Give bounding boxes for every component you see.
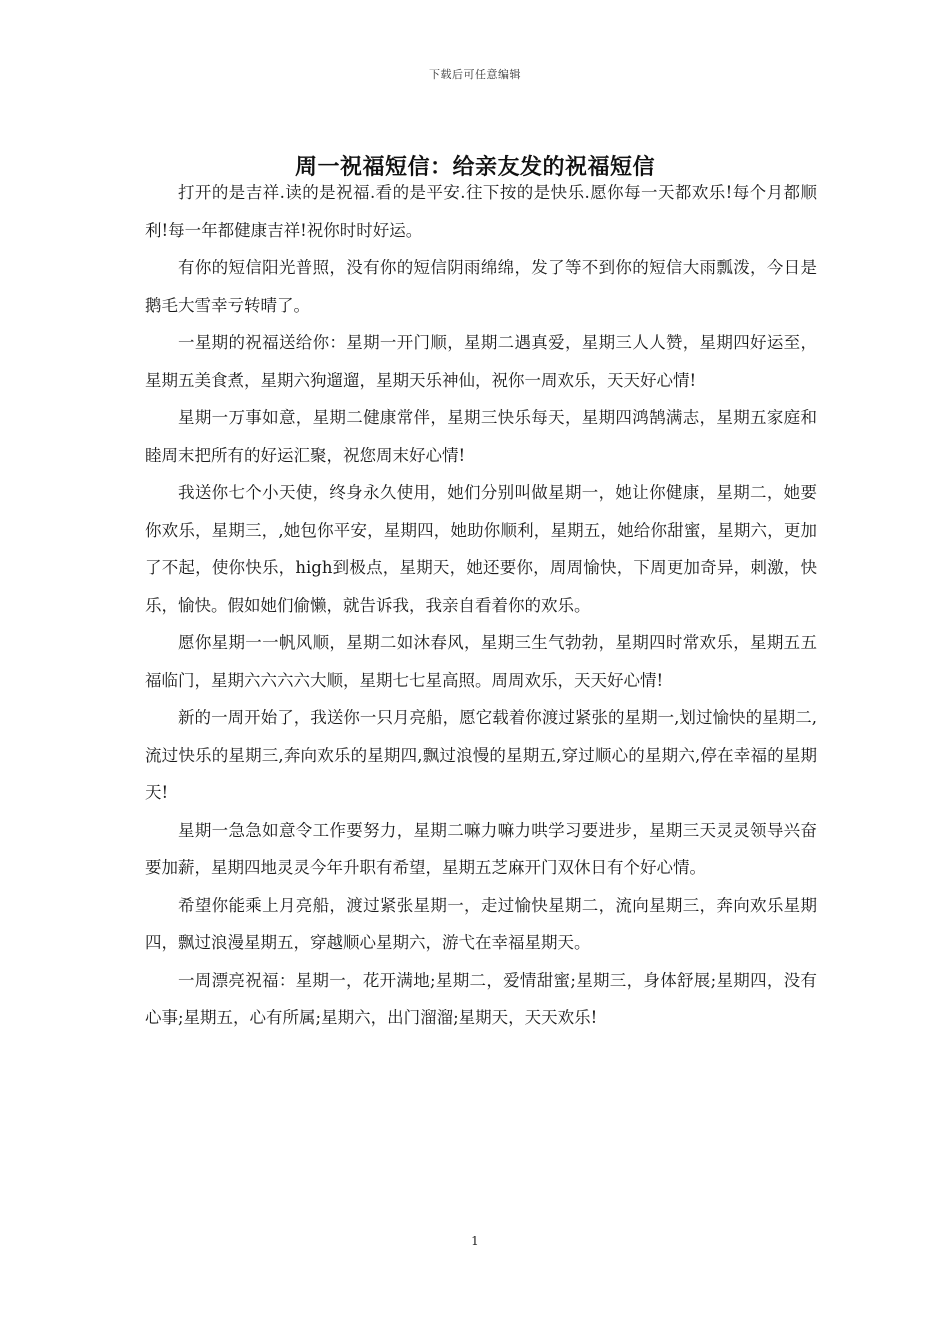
paragraph: 新的一周开始了，我送你一只月亮船，愿它载着你渡过紧张的星期一,划过愉快的星期二,流过快乐的星期三,奔向欢乐的星期四,飘过浪慢的星期五,穿过顺心的星期六,停在幸福的星期天! <box>145 708 817 802</box>
body-text <box>145 174 817 1037</box>
paragraph: 星期一急急如意令工作要努力，星期二嘛力嘛力哄学习要进步，星期三天灵灵领导兴奋要加薪，星期四地灵灵今年升职有希望，星期五芝麻开门双休日有个好心情。 <box>145 820 817 877</box>
paragraph: 希望你能乘上月亮船，渡过紧张星期一，走过愉快星期二，流向星期三，奔向欢乐星期四，飘过浪漫星期五，穿越顺心星期六，游弋在幸福星期天。 <box>145 895 817 952</box>
paragraph: 有你的短信阳光普照，没有你的短信阴雨绵绵，发了等不到你的短信大雨瓢泼，今日是鹅毛大雪幸亏转晴了。 <box>145 258 817 315</box>
paragraph: 打开的是吉祥.读的是祝福.看的是平安.往下按的是快乐.愿你每一天都欢乐!每个月都顺利!每一年都健康吉祥!祝你时时好运。 <box>145 183 817 240</box>
page-number: 1 <box>471 1234 479 1248</box>
header-note: 下载后可任意编辑 <box>429 68 521 81</box>
paragraph: 一周漂亮祝福：星期一，花开满地;星期二，爱情甜蜜;星期三，身体舒展;星期四，没有心事;星期五，心有所属;星期六，出门溜溜;星期天，天天欢乐! <box>145 970 817 1027</box>
paragraph: 星期一万事如意，星期二健康常伴，星期三快乐每天，星期四鸿鹄满志，星期五家庭和睦周末把所有的好运汇聚，祝您周末好心情! <box>145 408 817 465</box>
paragraph: 一星期的祝福送给你：星期一开门顺，星期二遇真爱，星期三人人赞，星期四好运至，星期五美食煮，星期六狗遛遛，星期天乐神仙，祝你一周欢乐，天天好心情! <box>145 333 817 390</box>
document-title: 周一祝福短信：给亲友发的祝福短信 <box>294 154 655 180</box>
paragraph: 我送你七个小天使，终身永久使用，她们分别叫做星期一，她让你健康，星期二，她要你欢乐，星期三，,她包你平安，星期四，她助你顺利，星期五，她给你甜蜜，星期六，更加了不起，使你快乐，high到极点，星期天，她还要你，周周愉快，下周更加奇异，刺激，快乐，愉快。假如她们偷懒，就告诉我，我亲自看着你的欢乐。 <box>145 483 817 615</box>
paragraph: 愿你星期一一帆风顺，星期二如沐春风，星期三生气勃勃，星期四时常欢乐，星期五五福临门，星期六六六六大顺，星期七七星高照。周周欢乐，天天好心情! <box>145 633 817 690</box>
